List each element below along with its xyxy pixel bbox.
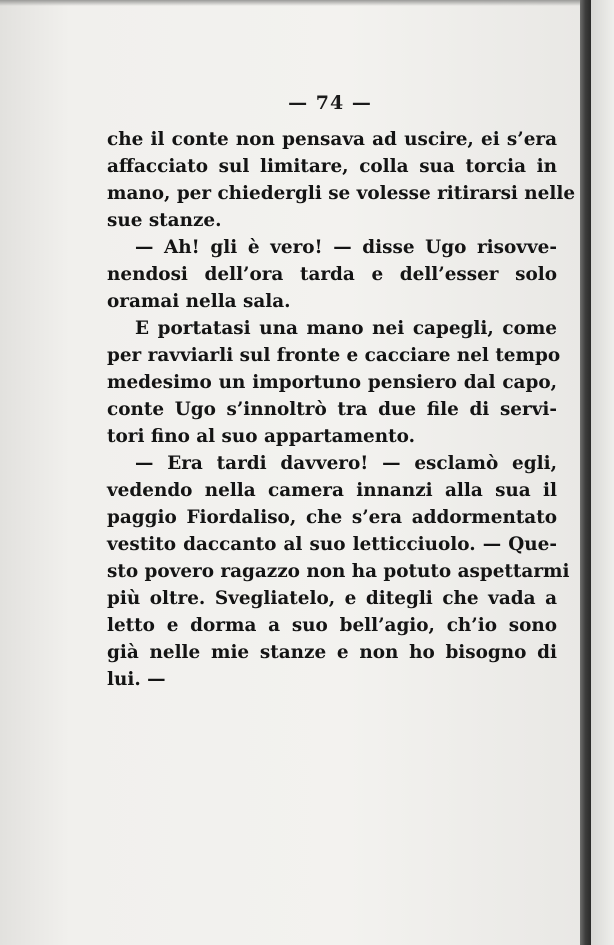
text-line: mano, per chiedergli se volesse ritirarsi nelle <box>107 183 576 204</box>
text-line: medesimo un importuno pensiero dal capo, <box>107 372 557 393</box>
next-page-edge <box>591 0 614 945</box>
book-spine <box>580 0 591 945</box>
text-line: che il conte non pensava ad uscire, ei s’era <box>107 129 557 150</box>
text-line: già nelle mie stanze e non ho bisogno di <box>107 642 557 663</box>
text-line: letto e dorma a suo bell’agio, ch’io sono <box>107 615 557 636</box>
text-line: nendosi dell’ora tarda e dell’esser solo <box>107 264 557 285</box>
text-line: oramai nella sala. <box>107 291 291 312</box>
text-line: affacciato sul limitare, colla sua torcia in <box>107 156 557 177</box>
text-line: sto povero ragazzo non ha potuto aspettarmi <box>107 561 570 582</box>
top-shadow <box>0 0 614 6</box>
text-line: più oltre. Svegliatelo, e ditegli che vada a <box>107 588 557 609</box>
text-line: paggio Fiordaliso, che s’era addormentato <box>107 507 557 528</box>
text-line: lui. — <box>107 669 166 690</box>
text-line: per ravviarli sul fronte e cacciare nel tempo <box>107 345 561 366</box>
text-line: E portatasi una mano nei capegli, come <box>135 318 557 339</box>
text-line: conte Ugo s’innoltrò tra due file di servi- <box>107 399 557 420</box>
page-number: — 74 — <box>288 92 372 114</box>
text-line: sue stanze. <box>107 210 222 231</box>
text-line: — Era tardi davvero! — esclamò egli, <box>135 453 557 474</box>
text-line: — Ah! gli è vero! — disse Ugo risovve- <box>135 237 557 258</box>
body-text <box>107 126 576 693</box>
text-line: vestito daccanto al suo letticciuolo. — Que- <box>107 534 557 555</box>
text-line: vedendo nella camera innanzi alla sua il <box>107 480 557 501</box>
text-line: tori fino al suo appartamento. <box>107 426 415 447</box>
